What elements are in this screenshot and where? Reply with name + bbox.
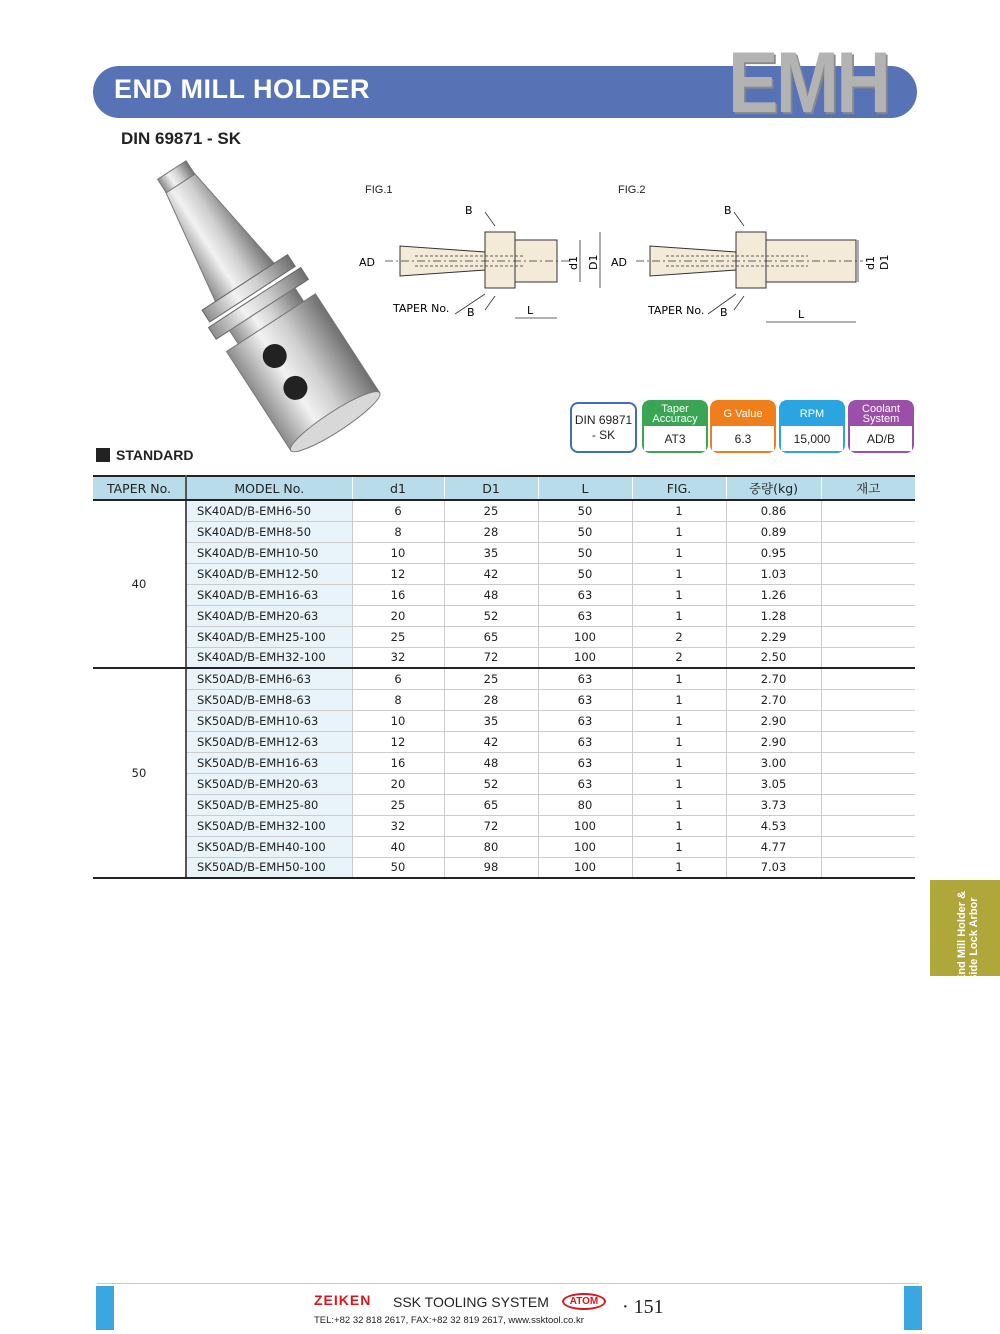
col-weight: 중량(kg) <box>726 476 821 500</box>
cell-kg: 2.90 <box>726 710 821 731</box>
cell-kg: 1.26 <box>726 584 821 605</box>
cell-l: 50 <box>538 563 632 584</box>
table-header-row <box>93 476 915 500</box>
spec-value: AT3 <box>644 426 706 451</box>
fig1-D1: D1 <box>587 254 600 270</box>
fig1-b-top: B <box>465 204 473 217</box>
fig1-b-bottom: B <box>467 306 475 319</box>
contact-info: TEL:+82 32 818 2617, FAX:+82 32 819 2617, www.ssktool.co.kr <box>314 1315 584 1326</box>
cell-model: SK40AD/B-EMH6-50 <box>186 500 352 521</box>
table-row <box>93 626 915 647</box>
cell-model: SK40AD/B-EMH8-50 <box>186 521 352 542</box>
cell-fig: 1 <box>632 710 726 731</box>
cell-d1: 8 <box>352 689 444 710</box>
cell-stock <box>821 605 915 626</box>
cell-d1: 80 <box>444 836 538 857</box>
cell-l: 63 <box>538 773 632 794</box>
cell-l: 63 <box>538 584 632 605</box>
cell-stock <box>821 626 915 647</box>
cell-d1: 52 <box>444 773 538 794</box>
cell-model: SK40AD/B-EMH32-100 <box>186 647 352 668</box>
table-row <box>93 500 915 521</box>
fig1-taper: TAPER No. <box>393 302 450 315</box>
cell-d1: 16 <box>352 752 444 773</box>
col-model: MODEL No. <box>186 476 352 500</box>
spec-coolant <box>848 400 914 453</box>
cell-kg: 1.28 <box>726 605 821 626</box>
spec-head-line1: G Value <box>723 408 763 420</box>
cell-fig: 1 <box>632 794 726 815</box>
cell-d1: 16 <box>352 584 444 605</box>
fig1-ad: AD <box>359 256 375 269</box>
cell-l: 63 <box>538 689 632 710</box>
figure-2-drawing <box>608 184 891 334</box>
table-row <box>93 584 915 605</box>
table-row <box>93 710 915 731</box>
cell-d1: 10 <box>352 542 444 563</box>
standard-heading <box>96 447 194 463</box>
figure-2 <box>608 184 891 334</box>
cell-fig: 1 <box>632 752 726 773</box>
spec-value: 6.3 <box>712 426 774 451</box>
spec-table <box>93 475 915 879</box>
cell-d1: 72 <box>444 647 538 668</box>
cell-d1: 12 <box>352 563 444 584</box>
cell-d1: 25 <box>352 794 444 815</box>
taper-cell: 40 <box>93 500 186 668</box>
cell-model: SK40AD/B-EMH16-63 <box>186 584 352 605</box>
side-tab-line1: End Mill Holder & <box>956 890 968 982</box>
footer-accent-right <box>904 1286 922 1330</box>
cell-kg: 0.95 <box>726 542 821 563</box>
table-row <box>93 773 915 794</box>
cell-d1: 48 <box>444 752 538 773</box>
page-number: · 151 <box>622 1296 664 1318</box>
cell-d1: 25 <box>444 668 538 689</box>
product-photo <box>118 160 388 430</box>
cell-d1: 12 <box>352 731 444 752</box>
fig2-d1: d1 <box>864 256 877 270</box>
cell-stock <box>821 500 915 521</box>
cell-model: SK50AD/B-EMH12-63 <box>186 731 352 752</box>
cell-model: SK40AD/B-EMH10-50 <box>186 542 352 563</box>
cell-kg: 0.89 <box>726 521 821 542</box>
spec-taper-accuracy <box>642 400 708 453</box>
col-taper: TAPER No. <box>93 476 186 500</box>
cell-kg: 1.03 <box>726 563 821 584</box>
fig2-ad: AD <box>611 256 627 269</box>
spec-g-value <box>710 400 776 453</box>
cell-model: SK50AD/B-EMH16-63 <box>186 752 352 773</box>
cell-d1: 20 <box>352 605 444 626</box>
table-row <box>93 815 915 836</box>
spec-head <box>712 402 774 426</box>
spec-rpm <box>779 400 845 453</box>
cell-d1: 42 <box>444 731 538 752</box>
fig2-l: L <box>798 308 805 321</box>
cell-fig: 1 <box>632 500 726 521</box>
cell-stock <box>821 584 915 605</box>
cell-fig: 1 <box>632 584 726 605</box>
cell-l: 63 <box>538 710 632 731</box>
cell-d1: 10 <box>352 710 444 731</box>
table-row <box>93 731 915 752</box>
cell-fig: 1 <box>632 668 726 689</box>
footer-accent-left <box>96 1286 114 1330</box>
cell-stock <box>821 731 915 752</box>
cell-kg: 3.05 <box>726 773 821 794</box>
spec-head <box>850 402 912 426</box>
spec-head <box>781 402 843 426</box>
cell-kg: 4.53 <box>726 815 821 836</box>
cell-d1: 6 <box>352 668 444 689</box>
col-d1: d1 <box>352 476 444 500</box>
cell-fig: 1 <box>632 605 726 626</box>
page-title: END MILL HOLDER <box>114 74 370 104</box>
taper-cell: 50 <box>93 668 186 878</box>
spec-value: 15,000 <box>781 426 843 451</box>
spec-head-line1: Taper <box>661 403 689 415</box>
figure-1 <box>355 184 615 334</box>
cell-d1: 72 <box>444 815 538 836</box>
cell-d1: 28 <box>444 689 538 710</box>
fig2-taper: TAPER No. <box>648 304 705 317</box>
cell-fig: 1 <box>632 689 726 710</box>
cell-fig: 1 <box>632 857 726 878</box>
cell-stock <box>821 521 915 542</box>
cell-stock <box>821 836 915 857</box>
cell-stock <box>821 563 915 584</box>
fig2-label: FIG.2 <box>618 184 646 196</box>
cell-model: SK50AD/B-EMH32-100 <box>186 815 352 836</box>
cell-stock <box>821 857 915 878</box>
col-D1: D1 <box>444 476 538 500</box>
cell-d1: 25 <box>444 500 538 521</box>
cell-model: SK50AD/B-EMH20-63 <box>186 773 352 794</box>
table-row <box>93 668 915 689</box>
cell-l: 50 <box>538 500 632 521</box>
spec-head-line2: Accuracy <box>652 413 698 425</box>
cell-fig: 2 <box>632 626 726 647</box>
cell-kg: 4.77 <box>726 836 821 857</box>
cell-kg: 3.00 <box>726 752 821 773</box>
cell-d1: 65 <box>444 626 538 647</box>
cell-stock <box>821 668 915 689</box>
cell-d1: 32 <box>352 815 444 836</box>
spec-head-line2: System <box>862 413 900 425</box>
fig2-b-bottom: B <box>720 306 728 319</box>
col-stock: 재고 <box>821 476 915 500</box>
standard-label: STANDARD <box>116 447 194 463</box>
cell-l: 50 <box>538 542 632 563</box>
figure-1-drawing <box>355 184 615 334</box>
category-badge: EMH <box>728 35 889 131</box>
cell-l: 63 <box>538 731 632 752</box>
cell-l: 100 <box>538 836 632 857</box>
cell-d1: 50 <box>352 857 444 878</box>
table-body <box>93 500 915 878</box>
cell-kg: 2.70 <box>726 689 821 710</box>
cell-d1: 98 <box>444 857 538 878</box>
cell-d1: 35 <box>444 542 538 563</box>
cell-l: 100 <box>538 626 632 647</box>
cell-kg: 2.90 <box>726 731 821 752</box>
cell-fig: 1 <box>632 773 726 794</box>
fig1-l: L <box>527 304 534 317</box>
cell-fig: 1 <box>632 521 726 542</box>
table-row <box>93 689 915 710</box>
cell-model: SK50AD/B-EMH40-100 <box>186 836 352 857</box>
spec-din-line2: - SK <box>591 427 616 442</box>
company-name: SSK TOOLING SYSTEM <box>393 1294 549 1310</box>
cell-d1: 28 <box>444 521 538 542</box>
cell-kg: 7.03 <box>726 857 821 878</box>
cell-stock <box>821 815 915 836</box>
cell-l: 100 <box>538 815 632 836</box>
table-row <box>93 521 915 542</box>
spec-din <box>570 402 637 453</box>
spec-head-line1: Coolant <box>862 403 900 415</box>
brand-logo: ZEIKEN <box>314 1292 372 1308</box>
cell-d1: 8 <box>352 521 444 542</box>
cell-l: 80 <box>538 794 632 815</box>
cell-d1: 40 <box>352 836 444 857</box>
cell-d1: 6 <box>352 500 444 521</box>
table-row <box>93 857 915 878</box>
cell-model: SK50AD/B-EMH50-100 <box>186 857 352 878</box>
cell-d1: 48 <box>444 584 538 605</box>
cell-d1: 32 <box>352 647 444 668</box>
fig2-b-top: B <box>724 204 732 217</box>
table-row <box>93 836 915 857</box>
fig2-D1: D1 <box>878 254 891 270</box>
cell-l: 63 <box>538 605 632 626</box>
cell-stock <box>821 752 915 773</box>
cell-kg: 2.70 <box>726 668 821 689</box>
cell-model: SK50AD/B-EMH8-63 <box>186 689 352 710</box>
spec-head <box>644 402 706 426</box>
table-row <box>93 647 915 668</box>
table-row <box>93 605 915 626</box>
atom-logo: ATOM <box>562 1293 606 1310</box>
cell-kg: 2.50 <box>726 647 821 668</box>
side-tab-line2: Side Lock Arbor <box>968 897 980 982</box>
cell-model: SK40AD/B-EMH12-50 <box>186 563 352 584</box>
cell-stock <box>821 542 915 563</box>
square-icon <box>96 448 110 462</box>
cell-model: SK50AD/B-EMH6-63 <box>186 668 352 689</box>
col-fig: FIG. <box>632 476 726 500</box>
cell-l: 100 <box>538 647 632 668</box>
cell-model: SK40AD/B-EMH20-63 <box>186 605 352 626</box>
cell-fig: 1 <box>632 836 726 857</box>
table-row <box>93 794 915 815</box>
side-tab-label <box>956 886 980 982</box>
cell-stock <box>821 647 915 668</box>
cell-fig: 1 <box>632 815 726 836</box>
cell-model: SK50AD/B-EMH25-80 <box>186 794 352 815</box>
cell-kg: 0.86 <box>726 500 821 521</box>
cell-l: 100 <box>538 857 632 878</box>
cell-l: 63 <box>538 752 632 773</box>
col-l: L <box>538 476 632 500</box>
section-side-tab <box>930 880 1000 982</box>
page-subtitle: DIN 69871 - SK <box>121 129 241 148</box>
spec-head-line1: RPM <box>799 408 825 420</box>
cell-kg: 3.73 <box>726 794 821 815</box>
cell-kg: 2.29 <box>726 626 821 647</box>
cell-stock <box>821 773 915 794</box>
cell-d1: 42 <box>444 563 538 584</box>
cell-stock <box>821 689 915 710</box>
cell-model: SK50AD/B-EMH10-63 <box>186 710 352 731</box>
cell-d1: 52 <box>444 605 538 626</box>
cell-l: 50 <box>538 521 632 542</box>
fig1-d1: d1 <box>567 256 580 270</box>
table-row <box>93 563 915 584</box>
cell-stock <box>821 710 915 731</box>
cell-model: SK40AD/B-EMH25-100 <box>186 626 352 647</box>
spec-din-line1: DIN 69871 <box>574 412 633 427</box>
cell-d1: 25 <box>352 626 444 647</box>
cell-stock <box>821 794 915 815</box>
cell-d1: 35 <box>444 710 538 731</box>
fig1-label: FIG.1 <box>365 184 393 196</box>
table-row <box>93 542 915 563</box>
footer-divider <box>97 1283 919 1284</box>
cell-d1: 65 <box>444 794 538 815</box>
cell-fig: 2 <box>632 647 726 668</box>
spec-value: AD/B <box>850 426 912 451</box>
cell-fig: 1 <box>632 563 726 584</box>
table-row <box>93 752 915 773</box>
cell-l: 63 <box>538 668 632 689</box>
cell-fig: 1 <box>632 731 726 752</box>
cell-fig: 1 <box>632 542 726 563</box>
cell-d1: 20 <box>352 773 444 794</box>
